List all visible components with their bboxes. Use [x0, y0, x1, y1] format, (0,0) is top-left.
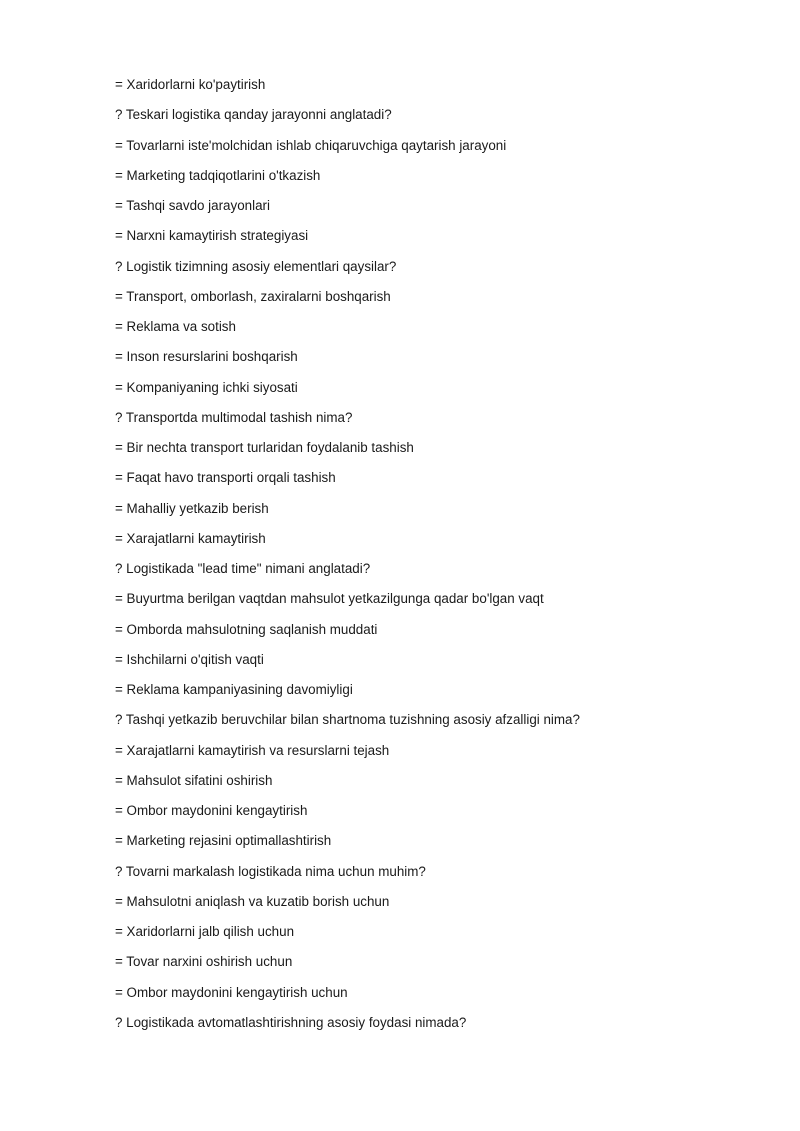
question-line: ? Teskari logistika qanday jarayonni anglatadi? [115, 107, 392, 123]
answer-option: = Inson resurslarini boshqarish [115, 349, 298, 365]
quiz-lines [115, 75, 755, 1043]
answer-option: = Transport, omborlash, zaxiralarni boshqarish [115, 288, 391, 304]
answer-option: = Tashqi savdo jarayonlari [115, 198, 270, 213]
answer-option: = Marketing rejasini optimallashtirish [115, 833, 332, 849]
question-line: ? Logistikada "lead time" nimani anglatadi? [115, 561, 371, 576]
answer-option: = Mahsulotni aniqlash va kuzatib borish uchun [115, 893, 390, 909]
question-line: ? Tashqi yetkazib beruvchilar bilan shartnoma tuzishning asosiy afzalligi nima? [115, 712, 580, 728]
answer-option: = Omborda mahsulotning saqlanish muddati [115, 621, 378, 637]
answer-option: = Tovar narxini oshirish uchun [115, 954, 293, 970]
question-line: ? Transportda multimodal tashish nima? [115, 409, 353, 425]
answer-option: = Ombor maydonini kengaytirish uchun [115, 984, 348, 1000]
answer-option: = Xarajatlarni kamaytirish va resurslarni tejash [115, 742, 390, 758]
answer-option: = Xaridorlarni jalb qilish uchun [115, 924, 295, 939]
answer-option: = Ombor maydonini kengaytirish [115, 803, 308, 818]
answer-option: = Xarajatlarni kamaytirish [115, 530, 266, 546]
answer-option: = Ishchilarni o'qitish vaqti [115, 651, 264, 667]
answer-option: = Narxni kamaytirish strategiyasi [115, 228, 309, 244]
answer-option: = Mahalliy yetkazib berish [115, 500, 269, 516]
answer-option: = Reklama kampaniyasining davomiyligi [115, 682, 353, 697]
answer-option: = Xaridorlarni ko'paytirish [115, 77, 266, 92]
answer-option: = Marketing tadqiqotlarini o'tkazish [115, 167, 321, 183]
answer-option: = Tovarlarni iste'molchidan ishlab chiqaruvchiga qaytarish jarayoni [115, 137, 507, 153]
answer-option: = Mahsulot sifatini oshirish [115, 772, 273, 788]
answer-option: = Buyurtma berilgan vaqtdan mahsulot yetkazilgunga qadar bo'lgan vaqt [115, 591, 544, 607]
question-line: ? Logistik tizimning asosiy elementlari qaysilar? [115, 258, 397, 274]
answer-option: = Faqat havo transporti orqali tashish [115, 470, 336, 486]
answer-option: = Bir nechta transport turlaridan foydalanib tashish [115, 440, 414, 455]
answer-option: = Reklama va sotish [115, 319, 236, 334]
answer-option: = Kompaniyaning ichki siyosati [115, 379, 298, 395]
question-line: ? Logistikada avtomatlashtirishning asosiy foydasi nimada? [115, 1014, 467, 1030]
question-line: ? Tovarni markalash logistikada nima uchun muhim? [115, 863, 426, 879]
